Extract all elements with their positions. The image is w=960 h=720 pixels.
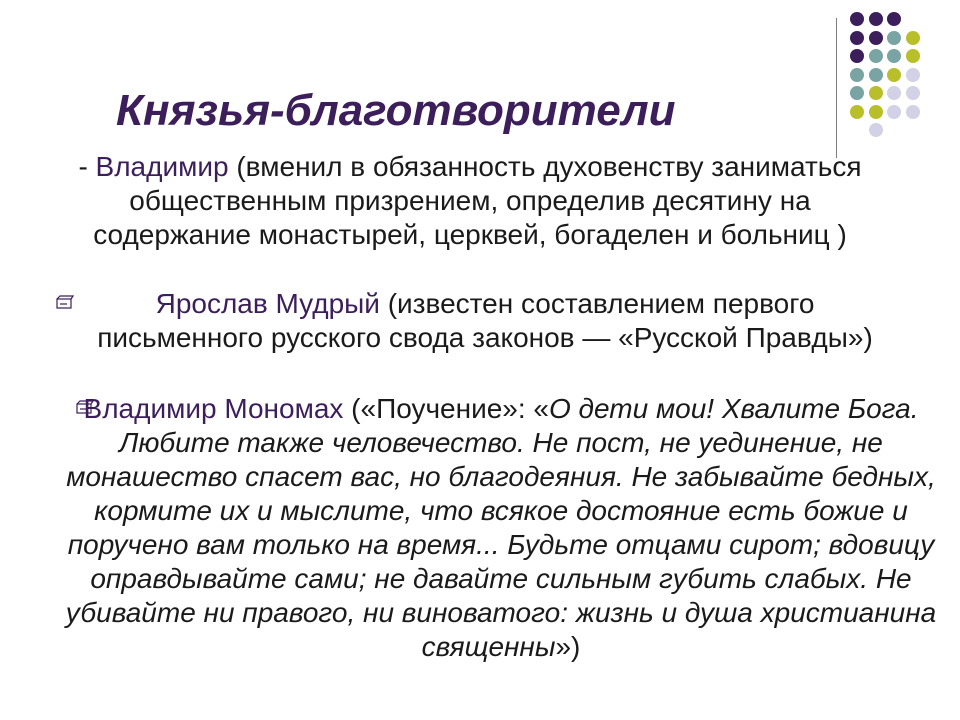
decorative-divider-line	[836, 18, 837, 158]
decorative-dot	[869, 68, 883, 82]
decorative-dot	[850, 31, 864, 45]
decorative-dot	[869, 86, 883, 100]
decorative-dot	[887, 105, 901, 119]
item-description: (известен составлением первого письменного русского свода законов — «Русской Правды»)	[97, 288, 873, 353]
item-yaroslav	[90, 287, 880, 355]
item-description: (вменил в обязанность духовенству заниматься общественным призрением, определив десятину на содержание монастырей, церквей, богаделен и больниц )	[93, 151, 862, 250]
decorative-dot	[906, 49, 920, 63]
decorative-dot	[850, 105, 864, 119]
decorative-dot	[869, 105, 883, 119]
decorative-dot	[906, 105, 920, 119]
decorative-dot	[906, 86, 920, 100]
decorative-dot	[850, 86, 864, 100]
folder-bullet-icon	[56, 295, 74, 309]
prince-name: Владимир	[95, 151, 229, 182]
decorative-dot	[869, 31, 883, 45]
decorative-dot	[887, 31, 901, 45]
item-description: («Поучение»: «	[343, 393, 549, 424]
item-monomakh	[56, 392, 946, 664]
item-vladimir	[70, 150, 870, 252]
prince-name: Владимир Мономах	[83, 393, 344, 424]
decorative-dot	[887, 49, 901, 63]
monomakh-quote: О дети мои! Хвалите Бога. Любите также человечество. Не пост, не уединение, не монашество спасет вас, но благодеяния. Не забывайте бедных, кормите их и мыслите, что всякое достояние есть божие и поручено вам только на время... Будьте отцами сирот; вдовицу оправдывайте сами; не давайте сильным губить слабых. Не убивайте ни правого, ни виноватого: жизнь и душа христианина священны	[65, 393, 937, 662]
decorative-dot	[887, 12, 901, 26]
prince-name: Ярослав Мудрый	[155, 288, 380, 319]
decorative-dot	[850, 49, 864, 63]
decorative-dot	[906, 31, 920, 45]
decorative-dot	[869, 12, 883, 26]
decorative-dot	[887, 68, 901, 82]
item-prefix: -	[78, 151, 96, 182]
decorative-dot-grid	[850, 12, 950, 162]
slide-title: Князья-благотворители	[116, 86, 676, 135]
decorative-dot	[887, 86, 901, 100]
decorative-dot	[850, 68, 864, 82]
decorative-dot	[906, 68, 920, 82]
decorative-dot	[869, 123, 883, 137]
decorative-dot	[869, 49, 883, 63]
item-description-end: »)	[555, 631, 581, 662]
decorative-dot	[850, 12, 864, 26]
